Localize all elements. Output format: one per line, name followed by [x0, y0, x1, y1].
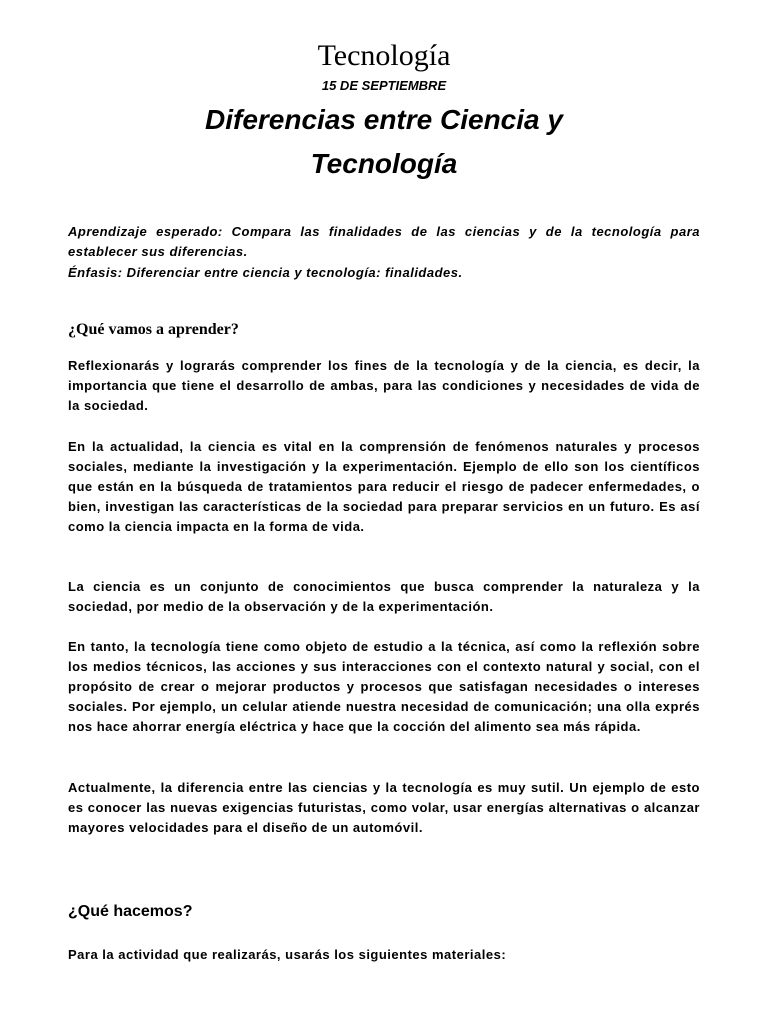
emphasis: Énfasis: Diferenciar entre ciencia y tecnología: finalidades.	[68, 265, 463, 280]
paragraph: La ciencia es un conjunto de conocimientos que busca comprender la naturaleza y la sociedad, por medio de la observación y de la experimentación.	[68, 579, 700, 614]
date-line: 15 DE SEPTIEMBRE	[321, 78, 447, 93]
section-heading-what-will-we-learn: ¿Qué vamos a aprender?	[68, 321, 239, 338]
document-title-line-2: Tecnología	[310, 148, 458, 179]
expected-learning: Aprendizaje esperado: Compara las finalidades de las ciencias y de la tecnología para establecer sus diferencias.	[68, 224, 700, 259]
section-heading-what-do-we-do: ¿Qué hacemos?	[68, 903, 193, 920]
document-title-line-1: Diferencias entre Ciencia y	[205, 104, 563, 135]
paragraph: En la actualidad, la ciencia es vital en la comprensión de fenómenos naturales y procesos sociales, mediante la investigación y la experimentación. Ejemplo de ello son los científicos que están en la búsqueda de tratamientos para reducir el riesgo de padecer enfermedades, o bien, investigan las características de la sociedad para preparar servicios en un futuro. Es así como la ciencia impacta en la forma de vida.	[68, 439, 700, 534]
paragraph: Para la actividad que realizarás, usarás los siguientes materiales:	[68, 947, 507, 962]
paragraph: Actualmente, la diferencia entre las ciencias y la tecnología es muy sutil. Un ejemplo de esto es conocer las nuevas exigencias futuristas, como volar, usar energías alternativas o alcanzar mayores velocidades para el diseño de un automóvil.	[68, 780, 700, 835]
subject-title: Tecnología	[317, 39, 451, 72]
paragraph: En tanto, la tecnología tiene como objeto de estudio a la técnica, así como la reflexión sobre los medios técnicos, las acciones y sus interacciones con el contexto natural y social, con el propósito de crear o mejorar productos y procesos que satisfagan necesidades o intereses sociales. Por ejemplo, un celular atiende nuestra necesidad de comunicación; una olla exprés nos hace ahorrar energía eléctrica y hace que la cocción del alimento sea más rápida.	[68, 639, 700, 734]
document-title	[68, 98, 700, 186]
paragraph: Reflexionarás y lograrás comprender los fines de la tecnología y de la ciencia, es decir, la importancia que tiene el desarrollo de ambas, para las condiciones y necesidades de vida de la sociedad.	[68, 358, 700, 413]
